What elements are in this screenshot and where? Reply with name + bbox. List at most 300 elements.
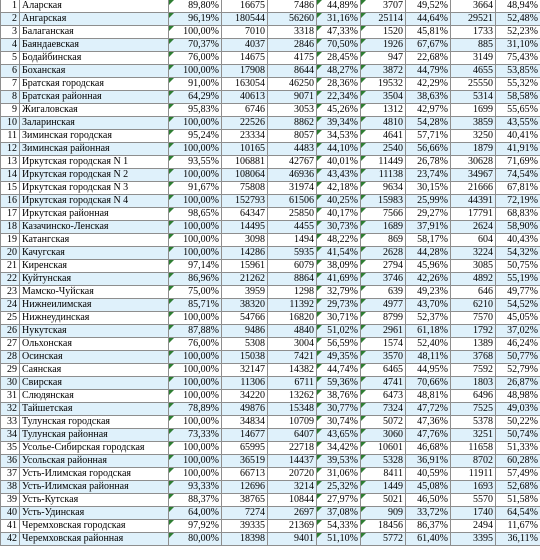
cell-district-name[interactable]: Черемховская районная (20, 533, 169, 546)
cell-row-number[interactable]: 29 (1, 364, 20, 377)
cell-votes-b[interactable]: 1792 (451, 325, 496, 338)
cell-ballots-issued[interactable]: 9071 (268, 91, 317, 104)
cell-votes-b[interactable]: 5314 (451, 91, 496, 104)
cell-turnout-precincts[interactable]: 91,00% (169, 78, 222, 91)
cell-voters-total[interactable]: 39335 (222, 520, 268, 533)
cell-votes-b-percent[interactable]: 49,03% (496, 403, 540, 416)
cell-votes-a[interactable]: 1574 (361, 338, 406, 351)
cell-votes-a-percent[interactable]: 54,28% (406, 117, 451, 130)
cell-voters-total[interactable]: 163054 (222, 78, 268, 91)
cell-ballots-issued[interactable]: 31974 (268, 182, 317, 195)
cell-turnout-precincts[interactable]: 100,00% (169, 312, 222, 325)
cell-row-number[interactable]: 38 (1, 481, 20, 494)
cell-votes-a[interactable]: 5772 (361, 533, 406, 546)
cell-ballots-issued[interactable]: 2697 (268, 507, 317, 520)
cell-turnout-percent[interactable]: 32,79% (317, 286, 361, 299)
cell-district-name[interactable]: Иркутская городская N 3 (20, 182, 169, 195)
cell-district-name[interactable]: Зиминская районная (20, 143, 169, 156)
cell-voters-total[interactable]: 34220 (222, 390, 268, 403)
cell-turnout-percent[interactable]: 40,01% (317, 156, 361, 169)
cell-ballots-issued[interactable]: 56260 (268, 13, 317, 26)
cell-votes-b[interactable]: 34967 (451, 169, 496, 182)
cell-ballots-issued[interactable]: 14437 (268, 455, 317, 468)
cell-row-number[interactable]: 5 (1, 52, 20, 65)
cell-row-number[interactable]: 2 (1, 13, 20, 26)
cell-ballots-issued[interactable]: 11392 (268, 299, 317, 312)
cell-votes-a-percent[interactable]: 40,59% (406, 468, 451, 481)
cell-district-name[interactable]: Усолье-Сибирская городская (20, 442, 169, 455)
cell-votes-a[interactable]: 4810 (361, 117, 406, 130)
cell-votes-b[interactable]: 11658 (451, 442, 496, 455)
cell-district-name[interactable]: Куйтунская (20, 273, 169, 286)
cell-turnout-precincts[interactable]: 70,37% (169, 39, 222, 52)
cell-ballots-issued[interactable]: 13262 (268, 390, 317, 403)
cell-turnout-percent[interactable]: 31,06% (317, 468, 361, 481)
cell-votes-a-percent[interactable]: 33,72% (406, 507, 451, 520)
cell-turnout-precincts[interactable]: 100,00% (169, 117, 222, 130)
cell-turnout-percent[interactable]: 59,36% (317, 377, 361, 390)
cell-row-number[interactable]: 13 (1, 156, 20, 169)
cell-turnout-precincts[interactable]: 95,24% (169, 130, 222, 143)
cell-votes-b-percent[interactable]: 58,58% (496, 91, 540, 104)
cell-votes-a-percent[interactable]: 61,18% (406, 325, 451, 338)
cell-voters-total[interactable]: 7274 (222, 507, 268, 520)
cell-district-name[interactable]: Иркутская городская N 4 (20, 195, 169, 208)
cell-votes-a-percent[interactable]: 45,81% (406, 26, 451, 39)
cell-voters-total[interactable]: 54766 (222, 312, 268, 325)
cell-voters-total[interactable]: 3959 (222, 286, 268, 299)
cell-votes-a-percent[interactable]: 48,11% (406, 351, 451, 364)
cell-voters-total[interactable]: 65995 (222, 442, 268, 455)
cell-turnout-percent[interactable]: 44,10% (317, 143, 361, 156)
cell-votes-a-percent[interactable]: 45,08% (406, 481, 451, 494)
cell-votes-a-percent[interactable]: 36,91% (406, 455, 451, 468)
cell-voters-total[interactable]: 38320 (222, 299, 268, 312)
cell-votes-b-percent[interactable]: 51,58% (496, 494, 540, 507)
cell-row-number[interactable]: 22 (1, 273, 20, 286)
cell-votes-b-percent[interactable]: 52,68% (496, 481, 540, 494)
cell-turnout-percent[interactable]: 39,53% (317, 455, 361, 468)
cell-voters-total[interactable]: 16675 (222, 0, 268, 13)
cell-turnout-precincts[interactable]: 97,14% (169, 260, 222, 273)
cell-turnout-precincts[interactable]: 80,00% (169, 533, 222, 546)
cell-row-number[interactable]: 4 (1, 39, 20, 52)
cell-votes-b[interactable]: 3768 (451, 351, 496, 364)
cell-votes-a-percent[interactable]: 37,91% (406, 221, 451, 234)
cell-votes-a[interactable]: 2540 (361, 143, 406, 156)
cell-votes-b[interactable]: 25550 (451, 78, 496, 91)
cell-votes-b-percent[interactable]: 36,11% (496, 533, 540, 546)
cell-votes-b-percent[interactable]: 46,24% (496, 338, 540, 351)
cell-votes-b[interactable]: 1693 (451, 481, 496, 494)
cell-voters-total[interactable]: 108064 (222, 169, 268, 182)
cell-votes-b-percent[interactable]: 74,54% (496, 169, 540, 182)
cell-row-number[interactable]: 19 (1, 234, 20, 247)
cell-row-number[interactable]: 12 (1, 143, 20, 156)
cell-votes-a[interactable]: 947 (361, 52, 406, 65)
cell-voters-total[interactable]: 36519 (222, 455, 268, 468)
cell-voters-total[interactable]: 66713 (222, 468, 268, 481)
cell-votes-a-percent[interactable]: 43,70% (406, 299, 451, 312)
cell-row-number[interactable]: 1 (1, 0, 20, 13)
cell-turnout-precincts[interactable]: 100,00% (169, 416, 222, 429)
cell-votes-a[interactable]: 10601 (361, 442, 406, 455)
cell-district-name[interactable]: Слюдянская (20, 390, 169, 403)
cell-votes-a-percent[interactable]: 29,27% (406, 208, 451, 221)
cell-ballots-issued[interactable]: 4483 (268, 143, 317, 156)
cell-ballots-issued[interactable]: 7486 (268, 0, 317, 13)
cell-votes-b-percent[interactable]: 71,69% (496, 156, 540, 169)
cell-district-name[interactable]: Усть-Илимская городская (20, 468, 169, 481)
cell-turnout-precincts[interactable]: 75,00% (169, 286, 222, 299)
cell-turnout-percent[interactable]: 28,36% (317, 78, 361, 91)
cell-votes-a-percent[interactable]: 67,67% (406, 39, 451, 52)
cell-ballots-issued[interactable]: 3053 (268, 104, 317, 117)
cell-votes-a-percent[interactable]: 44,64% (406, 13, 451, 26)
cell-votes-b[interactable]: 1389 (451, 338, 496, 351)
cell-turnout-percent[interactable]: 30,77% (317, 403, 361, 416)
cell-votes-b[interactable]: 604 (451, 234, 496, 247)
cell-district-name[interactable]: Усть-Кутская (20, 494, 169, 507)
cell-votes-b-percent[interactable]: 55,65% (496, 104, 540, 117)
cell-voters-total[interactable]: 40613 (222, 91, 268, 104)
cell-turnout-percent[interactable]: 54,33% (317, 520, 361, 533)
cell-ballots-issued[interactable]: 10709 (268, 416, 317, 429)
cell-votes-a-percent[interactable]: 49,23% (406, 286, 451, 299)
cell-votes-b[interactable]: 17791 (451, 208, 496, 221)
cell-row-number[interactable]: 39 (1, 494, 20, 507)
cell-row-number[interactable]: 36 (1, 455, 20, 468)
cell-turnout-percent[interactable]: 43,43% (317, 169, 361, 182)
cell-district-name[interactable]: Осинская (20, 351, 169, 364)
cell-ballots-issued[interactable]: 3214 (268, 481, 317, 494)
cell-votes-a[interactable]: 5072 (361, 416, 406, 429)
cell-ballots-issued[interactable]: 3004 (268, 338, 317, 351)
cell-district-name[interactable]: Мамско-Чуйская (20, 286, 169, 299)
cell-votes-b-percent[interactable]: 67,81% (496, 182, 540, 195)
cell-votes-b-percent[interactable]: 37,02% (496, 325, 540, 338)
cell-votes-b[interactable]: 44391 (451, 195, 496, 208)
cell-votes-b-percent[interactable]: 75,43% (496, 52, 540, 65)
cell-turnout-precincts[interactable]: 98,65% (169, 208, 222, 221)
cell-district-name[interactable]: Киренская (20, 260, 169, 273)
cell-turnout-percent[interactable]: 48,22% (317, 234, 361, 247)
cell-ballots-issued[interactable]: 8644 (268, 65, 317, 78)
cell-votes-b[interactable]: 5378 (451, 416, 496, 429)
cell-votes-b-percent[interactable]: 57,49% (496, 468, 540, 481)
cell-votes-a[interactable]: 4977 (361, 299, 406, 312)
cell-turnout-percent[interactable]: 30,73% (317, 221, 361, 234)
cell-turnout-precincts[interactable]: 100,00% (169, 247, 222, 260)
cell-voters-total[interactable]: 5308 (222, 338, 268, 351)
cell-votes-a-percent[interactable]: 30,15% (406, 182, 451, 195)
cell-votes-a[interactable]: 3570 (361, 351, 406, 364)
cell-turnout-percent[interactable]: 38,09% (317, 260, 361, 273)
cell-votes-b-percent[interactable]: 52,48% (496, 13, 540, 26)
cell-ballots-issued[interactable]: 8864 (268, 273, 317, 286)
cell-votes-b-percent[interactable]: 26,87% (496, 377, 540, 390)
cell-ballots-issued[interactable]: 7421 (268, 351, 317, 364)
cell-row-number[interactable]: 34 (1, 429, 20, 442)
cell-voters-total[interactable]: 15038 (222, 351, 268, 364)
cell-turnout-precincts[interactable]: 91,67% (169, 182, 222, 195)
cell-voters-total[interactable]: 23334 (222, 130, 268, 143)
cell-row-number[interactable]: 31 (1, 390, 20, 403)
cell-votes-b[interactable]: 885 (451, 39, 496, 52)
cell-votes-b-percent[interactable]: 50,74% (496, 429, 540, 442)
cell-votes-a[interactable]: 7566 (361, 208, 406, 221)
cell-votes-a-percent[interactable]: 47,76% (406, 429, 451, 442)
cell-votes-b-percent[interactable]: 58,90% (496, 221, 540, 234)
cell-turnout-precincts[interactable]: 100,00% (169, 442, 222, 455)
cell-votes-b[interactable]: 4655 (451, 65, 496, 78)
cell-votes-a[interactable]: 909 (361, 507, 406, 520)
cell-district-name[interactable]: Усольская районная (20, 455, 169, 468)
cell-district-name[interactable]: Усть-Илимская районная (20, 481, 169, 494)
cell-turnout-percent[interactable]: 40,17% (317, 208, 361, 221)
cell-votes-b-percent[interactable]: 50,77% (496, 351, 540, 364)
cell-ballots-issued[interactable]: 46250 (268, 78, 317, 91)
cell-row-number[interactable]: 9 (1, 104, 20, 117)
cell-voters-total[interactable]: 152793 (222, 195, 268, 208)
cell-voters-total[interactable]: 22526 (222, 117, 268, 130)
cell-votes-a-percent[interactable]: 26,78% (406, 156, 451, 169)
cell-turnout-precincts[interactable]: 64,00% (169, 507, 222, 520)
cell-district-name[interactable]: Балаганская (20, 26, 169, 39)
cell-votes-a[interactable]: 11138 (361, 169, 406, 182)
cell-row-number[interactable]: 37 (1, 468, 20, 481)
cell-turnout-precincts[interactable]: 97,92% (169, 520, 222, 533)
cell-votes-b-percent[interactable]: 41,91% (496, 143, 540, 156)
cell-district-name[interactable]: Тайшетская (20, 403, 169, 416)
cell-votes-b[interactable]: 8702 (451, 455, 496, 468)
cell-turnout-precincts[interactable]: 88,37% (169, 494, 222, 507)
cell-turnout-percent[interactable]: 51,02% (317, 325, 361, 338)
cell-votes-b-percent[interactable]: 51,33% (496, 442, 540, 455)
cell-row-number[interactable]: 21 (1, 260, 20, 273)
cell-turnout-percent[interactable]: 41,69% (317, 273, 361, 286)
cell-votes-a[interactable]: 4741 (361, 377, 406, 390)
cell-district-name[interactable]: Зиминская городская (20, 130, 169, 143)
cell-district-name[interactable]: Бодайбинская (20, 52, 169, 65)
cell-row-number[interactable]: 28 (1, 351, 20, 364)
cell-turnout-percent[interactable]: 31,16% (317, 13, 361, 26)
cell-turnout-precincts[interactable]: 85,71% (169, 299, 222, 312)
cell-votes-b-percent[interactable]: 54,32% (496, 247, 540, 260)
cell-voters-total[interactable]: 15961 (222, 260, 268, 273)
cell-turnout-precincts[interactable]: 100,00% (169, 364, 222, 377)
cell-votes-b[interactable]: 4892 (451, 273, 496, 286)
cell-turnout-precincts[interactable]: 93,33% (169, 481, 222, 494)
cell-votes-a[interactable]: 4641 (361, 130, 406, 143)
cell-turnout-percent[interactable]: 28,45% (317, 52, 361, 65)
cell-turnout-precincts[interactable]: 93,55% (169, 156, 222, 169)
cell-votes-a[interactable]: 1312 (361, 104, 406, 117)
cell-votes-a-percent[interactable]: 47,72% (406, 403, 451, 416)
cell-row-number[interactable]: 10 (1, 117, 20, 130)
cell-votes-a[interactable]: 1449 (361, 481, 406, 494)
cell-turnout-percent[interactable]: 44,74% (317, 364, 361, 377)
cell-votes-b-percent[interactable]: 40,43% (496, 234, 540, 247)
cell-voters-total[interactable]: 9486 (222, 325, 268, 338)
cell-votes-b[interactable]: 3664 (451, 0, 496, 13)
cell-turnout-percent[interactable]: 49,35% (317, 351, 361, 364)
cell-votes-a-percent[interactable]: 23,74% (406, 169, 451, 182)
cell-ballots-issued[interactable]: 1494 (268, 234, 317, 247)
cell-turnout-precincts[interactable]: 100,00% (169, 26, 222, 39)
cell-votes-a-percent[interactable]: 49,52% (406, 0, 451, 13)
cell-ballots-issued[interactable]: 5935 (268, 247, 317, 260)
cell-votes-b[interactable]: 3395 (451, 533, 496, 546)
cell-ballots-issued[interactable]: 4840 (268, 325, 317, 338)
cell-votes-a[interactable]: 639 (361, 286, 406, 299)
cell-district-name[interactable]: Усть-Удинская (20, 507, 169, 520)
cell-ballots-issued[interactable]: 6711 (268, 377, 317, 390)
cell-votes-a-percent[interactable]: 70,66% (406, 377, 451, 390)
cell-district-name[interactable]: Баяндаевская (20, 39, 169, 52)
cell-votes-a[interactable]: 1926 (361, 39, 406, 52)
cell-turnout-percent[interactable]: 30,71% (317, 312, 361, 325)
cell-votes-a[interactable]: 19532 (361, 78, 406, 91)
cell-votes-a-percent[interactable]: 44,79% (406, 65, 451, 78)
cell-votes-a-percent[interactable]: 52,40% (406, 338, 451, 351)
cell-votes-a[interactable]: 7324 (361, 403, 406, 416)
cell-turnout-percent[interactable]: 41,54% (317, 247, 361, 260)
cell-votes-b-percent[interactable]: 72,19% (496, 195, 540, 208)
cell-district-name[interactable]: Свирская (20, 377, 169, 390)
cell-voters-total[interactable]: 34834 (222, 416, 268, 429)
cell-ballots-issued[interactable]: 8862 (268, 117, 317, 130)
cell-votes-b[interactable]: 7592 (451, 364, 496, 377)
cell-ballots-issued[interactable]: 42767 (268, 156, 317, 169)
cell-turnout-percent[interactable]: 34,53% (317, 130, 361, 143)
cell-turnout-percent[interactable]: 44,89% (317, 0, 361, 13)
cell-row-number[interactable]: 16 (1, 195, 20, 208)
cell-voters-total[interactable]: 49876 (222, 403, 268, 416)
cell-votes-b[interactable]: 3251 (451, 429, 496, 442)
cell-turnout-precincts[interactable]: 100,00% (169, 143, 222, 156)
cell-votes-a-percent[interactable]: 42,26% (406, 273, 451, 286)
cell-votes-a-percent[interactable]: 46,68% (406, 442, 451, 455)
cell-votes-b[interactable]: 7570 (451, 312, 496, 325)
cell-turnout-precincts[interactable]: 64,29% (169, 91, 222, 104)
cell-row-number[interactable]: 35 (1, 442, 20, 455)
cell-district-name[interactable]: Ангарская (20, 13, 169, 26)
cell-votes-b[interactable]: 646 (451, 286, 496, 299)
cell-votes-b-percent[interactable]: 55,19% (496, 273, 540, 286)
cell-votes-a[interactable]: 1520 (361, 26, 406, 39)
cell-ballots-issued[interactable]: 2846 (268, 39, 317, 52)
cell-ballots-issued[interactable]: 25850 (268, 208, 317, 221)
cell-row-number[interactable]: 14 (1, 169, 20, 182)
cell-votes-a[interactable]: 25114 (361, 13, 406, 26)
cell-votes-a[interactable]: 2794 (361, 260, 406, 273)
cell-turnout-precincts[interactable]: 95,83% (169, 104, 222, 117)
cell-votes-b-percent[interactable]: 48,98% (496, 390, 540, 403)
cell-ballots-issued[interactable]: 4175 (268, 52, 317, 65)
cell-votes-b[interactable]: 2494 (451, 520, 496, 533)
cell-row-number[interactable]: 27 (1, 338, 20, 351)
cell-turnout-precincts[interactable]: 78,89% (169, 403, 222, 416)
cell-votes-b-percent[interactable]: 60,28% (496, 455, 540, 468)
cell-votes-a[interactable]: 3504 (361, 91, 406, 104)
cell-turnout-percent[interactable]: 37,08% (317, 507, 361, 520)
cell-turnout-precincts[interactable]: 100,00% (169, 169, 222, 182)
cell-votes-b[interactable]: 3149 (451, 52, 496, 65)
cell-votes-a[interactable]: 1689 (361, 221, 406, 234)
cell-turnout-percent[interactable]: 43,65% (317, 429, 361, 442)
cell-row-number[interactable]: 8 (1, 91, 20, 104)
cell-votes-a-percent[interactable]: 25,99% (406, 195, 451, 208)
cell-row-number[interactable]: 41 (1, 520, 20, 533)
cell-votes-b-percent[interactable]: 68,83% (496, 208, 540, 221)
cell-ballots-issued[interactable]: 61506 (268, 195, 317, 208)
cell-votes-b-percent[interactable]: 45,05% (496, 312, 540, 325)
cell-turnout-precincts[interactable]: 96,19% (169, 13, 222, 26)
cell-votes-b[interactable]: 29521 (451, 13, 496, 26)
cell-ballots-issued[interactable]: 6407 (268, 429, 317, 442)
cell-votes-b[interactable]: 1803 (451, 377, 496, 390)
cell-row-number[interactable]: 18 (1, 221, 20, 234)
cell-votes-a[interactable]: 18456 (361, 520, 406, 533)
cell-row-number[interactable]: 26 (1, 325, 20, 338)
cell-ballots-issued[interactable]: 6079 (268, 260, 317, 273)
cell-votes-b-percent[interactable]: 52,23% (496, 26, 540, 39)
cell-turnout-precincts[interactable]: 87,88% (169, 325, 222, 338)
cell-votes-a[interactable]: 8411 (361, 468, 406, 481)
cell-ballots-issued[interactable]: 8057 (268, 130, 317, 143)
cell-row-number[interactable]: 42 (1, 533, 20, 546)
cell-turnout-percent[interactable]: 30,74% (317, 416, 361, 429)
cell-votes-b[interactable]: 3250 (451, 130, 496, 143)
cell-voters-total[interactable]: 7010 (222, 26, 268, 39)
cell-row-number[interactable]: 20 (1, 247, 20, 260)
cell-votes-b[interactable]: 11911 (451, 468, 496, 481)
cell-turnout-precincts[interactable]: 100,00% (169, 65, 222, 78)
cell-voters-total[interactable]: 6746 (222, 104, 268, 117)
cell-votes-a[interactable]: 8799 (361, 312, 406, 325)
cell-votes-a[interactable]: 2628 (361, 247, 406, 260)
cell-votes-b[interactable]: 1699 (451, 104, 496, 117)
cell-row-number[interactable]: 30 (1, 377, 20, 390)
cell-ballots-issued[interactable]: 15348 (268, 403, 317, 416)
cell-district-name[interactable]: Черемховская городская (20, 520, 169, 533)
cell-votes-b[interactable]: 6496 (451, 390, 496, 403)
cell-votes-b-percent[interactable]: 40,41% (496, 130, 540, 143)
cell-turnout-percent[interactable]: 39,34% (317, 117, 361, 130)
cell-district-name[interactable]: Ольхонская (20, 338, 169, 351)
cell-voters-total[interactable]: 18398 (222, 533, 268, 546)
cell-votes-a-percent[interactable]: 57,71% (406, 130, 451, 143)
cell-turnout-precincts[interactable]: 100,00% (169, 221, 222, 234)
cell-row-number[interactable]: 3 (1, 26, 20, 39)
cell-turnout-percent[interactable]: 48,27% (317, 65, 361, 78)
cell-district-name[interactable]: Саянская (20, 364, 169, 377)
cell-row-number[interactable]: 6 (1, 65, 20, 78)
cell-turnout-precincts[interactable]: 100,00% (169, 351, 222, 364)
cell-voters-total[interactable]: 4037 (222, 39, 268, 52)
cell-district-name[interactable]: Заларинская (20, 117, 169, 130)
cell-votes-b[interactable]: 1740 (451, 507, 496, 520)
cell-votes-a-percent[interactable]: 58,17% (406, 234, 451, 247)
cell-turnout-percent[interactable]: 70,50% (317, 39, 361, 52)
cell-turnout-precincts[interactable]: 89,80% (169, 0, 222, 13)
cell-voters-total[interactable]: 21262 (222, 273, 268, 286)
cell-votes-b-percent[interactable]: 50,22% (496, 416, 540, 429)
cell-turnout-percent[interactable]: 34,42% (317, 442, 361, 455)
cell-votes-b-percent[interactable]: 53,85% (496, 65, 540, 78)
cell-votes-b[interactable]: 3224 (451, 247, 496, 260)
